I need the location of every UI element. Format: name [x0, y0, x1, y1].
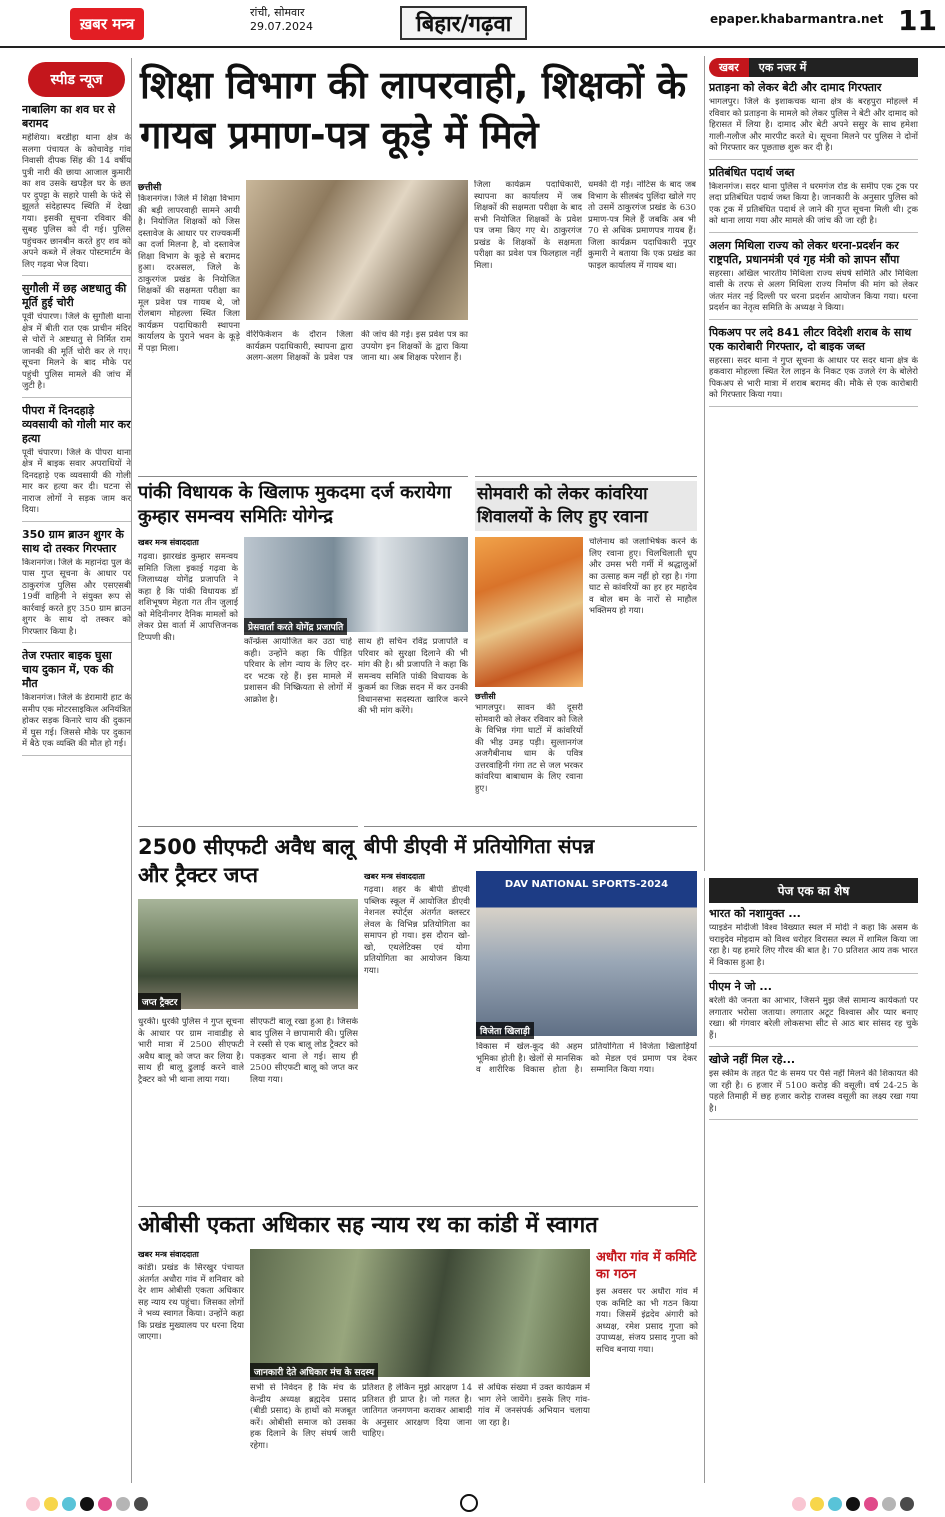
brief-headline: खोजे नहीं मिल रहे...: [709, 1053, 796, 1066]
mla-col-1: गढ़वा। झारखंड कुम्हार समन्वय समिति जिला इकाई गढ़वा के जिलाध्यक्ष योगेंद्र प्रजापति ने कहा है कि पांकी विधायक डॉ शशिभूषण मेहता गत तीन जुलाई को मेदिनीनगर दैनिक मामलों को लेकर प्रेस वार्ता में आपत्तिजनक टिप्पणी की।: [138, 552, 238, 643]
news-brief: [22, 649, 131, 756]
speed-news-list: [22, 103, 131, 756]
news-brief: [22, 404, 131, 522]
mla-photo-caption: प्रेसवार्ता करते योगेंद्र प्रजापति: [244, 618, 347, 635]
brief-body: सहरसा। सदर थाना ने गुप्त सूचना के आधार पर सदर थाना क्षेत्र के हकवारा मोहल्ला स्थित रेल लाइन के निकट एक उजले रंग के बोलेरो पिकअप से भारी मात्रा में शराब बरामद की। मौके से एक कारोबारी को गिरफ्तार किया गया।: [709, 355, 918, 400]
ek-nazar-title: एक नजर में: [749, 58, 918, 77]
page-ek-column: [704, 878, 922, 1483]
lead-photo: [246, 180, 468, 320]
kanwar-photo: [475, 537, 583, 687]
adhaura-box: [596, 1249, 698, 1487]
mla-col-3: साथ ही सचिन रविंद्र प्रजापति व परिवार को सुरक्षा दिलाने की भी मांग की है। श्री प्रजापति ने कहा कि समन्वय समिति पांकी विधायक के कुकर्म का जिक्र सदन में कर उनकी विधानसभा सदस्यता खारिज करने की भी मांग करेंगे।: [358, 637, 468, 716]
obc-byline: खबर मन्त्र संवाददाता: [138, 1250, 199, 1259]
color-dots-right: [790, 1496, 916, 1515]
brief-headline: सुगौली में छह अष्टधातु की मूर्ति हुई चोरी: [22, 282, 127, 309]
mla-byline: खबर मन्त्र संवाददाता: [138, 538, 199, 547]
registration-mark-icon: [460, 1494, 478, 1512]
kanwar-dateline: छत्तीसी: [475, 692, 496, 701]
color-swatch: [792, 1497, 806, 1511]
news-brief: [709, 239, 918, 320]
ek-nazar-list: [705, 81, 922, 407]
news-brief: [709, 326, 918, 407]
lead-col-4: धमकी दी गई। नोटिस के बाद जब विभाग के सीलबंद पुलिंदा खोले गए तो उसमें ठाकुरगंज प्रखंड के 630 प्रमाण-पत्र मिले हैं जबकि अब भी 70 से अधिक प्रमाणपत्र गायब हैं। जिला कार्यक्रम पदाधिकारी नूपुर कुमारी ने बताया कि एक प्रखंड का फाइल कार्यालय में गायब था।: [588, 180, 696, 271]
dav-story: [364, 826, 697, 1201]
brief-headline: पीपरा में दिनदहाड़े व्यवसायी को गोली मार कर हत्या: [22, 403, 131, 445]
adhaura-body: इस अवसर पर अधौरा गांव में एक कमिटि का भी गठन किया गया। जिसमें इंद्रदेव अंगारी को अध्यक्ष, रमेश प्रसाद गुप्ता को उपाध्यक्ष, संजय प्रसाद गुप्ता को सचिव बनाया गया।: [596, 1287, 698, 1355]
section-title: बिहार/गढ़वा: [400, 6, 527, 40]
kanwar-col-2: चोलेनाथ को जलाभिषेक करने के लिए रवाना हुए। चिलचिलाती धूप और उमस भरी गर्मी में श्रद्धालुओं का उत्साह कम नहीं हो रहा है। गंगा घाट से कांवरियों का हर हर महादेव व बोल बम के नारों से माहौल भक्तिमय हो गया।: [589, 537, 697, 616]
lead-headline: शिक्षा विभाग की लापरवाही, शिक्षकों के गायब प्रमाण-पत्र कूड़े में मिले: [140, 63, 687, 157]
kanwar-story: [475, 476, 697, 821]
sand-col-2: सीएफटी बालू रखा हुआ है। जिसके बाद पुलिस ने छापामारी की। पुलिस ने रस्सी से एक बालू लोड ट्रैक्टर को पकड़कर थाना ले गई। साथ ही 2500 सीएफटी बालू को जप्त कर लिया गया।: [250, 1017, 358, 1085]
news-brief: [22, 103, 131, 276]
ek-nazar-tag: खबर: [709, 58, 749, 77]
print-color-bar: [0, 1490, 945, 1517]
dav-col-1: गढ़वा। शहर के बीपी डीएवी पब्लिक स्कूल में आयोजित डीएवी नेशनल स्पोर्ट्स अंतर्गत क्लस्टर लेवल के विभिन्न प्रतियोगिता का समापन हो गया। इस दौरान खो-खो, एथलेटिक्स एवं योगा प्रतियोगिता का आयोजन किया गया।: [364, 885, 470, 976]
sand-story: [138, 826, 358, 1201]
lead-dateline: छत्तीसी: [138, 183, 162, 193]
color-swatch: [900, 1497, 914, 1511]
dateline-block: [250, 6, 313, 34]
color-swatch: [846, 1497, 860, 1511]
color-swatch: [864, 1497, 878, 1511]
ek-nazar-column: [704, 56, 922, 871]
sand-photo-caption: जप्त ट्रैक्टर: [138, 993, 181, 1010]
lead-story: [138, 180, 698, 470]
brief-body: पूर्वी चंपारण। जिले के सुगौली थाना क्षेत्र में बीती रात एक प्राचीन मंदिर से चोरों ने अष्टधातु से निर्मित राम जानकी की मूर्ति चोरी कर ले गए। सूचना मिलने के बाद मौके पर पहुंची पुलिस मामले की जांच में जुटी है।: [22, 312, 131, 391]
obc-col-3: प्रतिशत है लेकिन मुझे आरक्षण 14 प्रतिशत ही प्राप्त है। जो गलत है। जातिगत जनगणना कराकर आबादी के अनुसार आरक्षण दिया जाना चाहिए।: [362, 1383, 472, 1439]
dav-banner: DAV NATIONAL SPORTS-2024: [504, 879, 669, 890]
kanwar-col-1: भागलपुर। सावन की दूसरी सोमवारी को लेकर रविवार को जिले के विभिन्न गंगा घाटों में कांवरियों की भीड़ उमड़ पड़ी। सुल्तानगंज अजगैबीनाथ धाम के पवित्र उत्तरवाहिनी गंगा तट से जल भरकर कांवरिया बाबाधाम के लिए रवाना हुए।: [475, 703, 583, 794]
color-swatch: [26, 1497, 40, 1511]
brief-body: किशनगंज। जिले के महानंदा पुल के पास गुप्त सूचना के आधार पर ठाकुरगंज पुलिस और एसएसबी 19वीं वाहिनी ने संयुक्त रूप से कार्रवाई करते हुए 350 ग्राम ब्राउन शुगर के साथ दो तस्कर को गिरफ्तार किया है।: [22, 557, 131, 637]
lead-col-3: जिला कार्यक्रम पदाधिकारी, स्थापना का कार्यालय में जब शिक्षकों की सक्षमता परीक्षा के बाद सभी नियोजित शिक्षकों के प्रवेश पत्र जमा किए गए थे। ठाकुरगंज प्रखंड के शिक्षकों के सक्षमता परीक्षा का प्रवेश पत्र फिलहाल नहीं मिला।: [474, 180, 582, 271]
lead-col-2: वेरिफिकेशन के दौरान जिला कार्यक्रम पदाधिकारी, स्थापना द्वारा अलग-अलग शिक्षकों के प्रवेश पत्र की जांच की गई। इस प्रवेश पत्र का उपयोग इन शिक्षकों के द्वारा किया जाना था। अब शिक्षक परेशान हैं।: [246, 330, 468, 363]
news-brief: [709, 1053, 918, 1120]
obc-photo: [250, 1249, 590, 1377]
dav-photo-caption: विजेता खिलाड़ी: [476, 1022, 534, 1039]
masthead: [0, 0, 945, 48]
obc-photo-caption: जानकारी देते अधिकार मंच के सदस्य: [250, 1363, 378, 1380]
brief-headline: अलग मिथिला राज्य को लेकर धरना-प्रदर्शन कर राष्ट्रपति, प्रधानमंत्री एवं गृह मंत्री को ज्ञापन सौंपा: [709, 238, 900, 266]
brief-body: किशनगंज। जिले के डेरामारी हाट के समीप एक मोटरसाइकिल अनियंत्रित होकर सड़क किनारे चाय की दुकान में घुस गई। जिससे मौके पर दुकान में बैठे एक व्यक्ति की मौत हो गई।: [22, 693, 131, 749]
kanwar-headline: सोमवारी को लेकर कांवरिया शिवालयों के लिए हुए रवाना: [475, 481, 697, 531]
page-number: 11: [898, 4, 937, 37]
dav-headline: बीपी डीएवी में प्रतियोगिता संपन्न: [364, 834, 595, 858]
brief-body: किशनगंज। सदर थाना पुलिस ने धरमगंज रोड के समीप एक ट्रक पर लदा प्रतिबंधित पदार्थ जब्त किया है। जानकारी के अनुसार पुलिस को एक ट्रक में प्रतिबंधित पदार्थ ले जाने की गुप्त सूचना मिली थी। ट्रक को थाना लाया गया और मामले की जांच की जा रही है।: [709, 181, 918, 226]
color-swatch: [98, 1497, 112, 1511]
dav-byline: खबर मन्त्र संवाददाता: [364, 872, 425, 881]
color-swatch: [62, 1497, 76, 1511]
color-swatch: [828, 1497, 842, 1511]
obc-story: [138, 1206, 698, 1486]
speed-news-label: स्पीड न्यूज: [28, 62, 125, 97]
obc-col-4: से अधिक संख्या में उक्त कार्यक्रम में भाग लेने जायेंगे। इसके लिए गांव-गांव में जनसंपर्क अभियान चलाया जा रहा है।: [478, 1383, 590, 1428]
brief-body: बरेली की जनता का आभार, जिसने मुझ जैसे सामान्य कार्यकर्ता पर लगातार भरोसा जताया। लगातार अटूट विश्वास और प्यार बनाए रखा। श्री गंगवार बरेली लोकसभा सीट से आठ बार सांसद रह चुके हैं।: [709, 996, 918, 1041]
ek-nazar-header: [709, 58, 918, 77]
epaper-link[interactable]: epaper.khabarmantra.net: [710, 12, 884, 26]
obc-col-2: सभी से निवेदन है कि मंच के केन्द्रीय अध्यक्ष ब्रह्मदेव प्रसाद (बीडी प्रसाद) के हाथों को मजबूत करें। ओबीसी समाज को उसका हक दिलाने के लिए संघर्ष जारी रहेगा।: [250, 1383, 356, 1451]
brief-headline: 350 ग्राम ब्राउन शुगर के साथ दो तस्कर गिरफ्तार: [22, 527, 124, 555]
dav-col-2: विकास में खेल-कूद की अहम भूमिका होती है। खेलों से मानसिक व शारीरिक विकास होता है। प्रतियोगिता में विजेता खिलाड़ियों को मेडल एवं प्रमाण पत्र देकर सम्मानित किया गया।: [476, 1042, 697, 1075]
news-brief: [709, 980, 918, 1047]
mla-headline: पांकी विधायक के खिलाफ मुकदमा दर्ज करायेगा कुम्हार समन्वय समितिः योगेन्द्र: [138, 482, 452, 527]
dav-photo: [476, 871, 697, 1036]
brief-headline: पीएम ने जो ...: [709, 980, 772, 993]
mla-col-2: कॉन्फ्रेंस आयोजित कर उठा चाहे कही। उन्होंने कहा कि पीड़ित परिवार के लोग न्याय के लिए दर-दर भटक रहे हैं। इस मामले में प्रशासन की निष्क्रियता से लोगों में आक्रोश है।: [244, 637, 352, 705]
lead-col-1: किशनगंज। जिले में शिक्षा विभाग की बड़ी लापरवाही सामने आयी है। नियोजित शिक्षकों को जिस दस्तावेज के आधार पर राज्यकर्मी का दर्जा मिलना है, वो दस्तावेज शिक्षा विभाग के कूड़े से बरामद हुआ। दरअसल, जिले के ठाकुरगंज प्रखंड के नियोजित शिक्षकों की सक्षमता परीक्षा का मूल प्रवेश पत्र गायब थे, जो रोलबाग मोहल्ला स्थित जिला कार्यक्रम पदाधिकारी स्थापना कार्यालय के पुराने भवन के कूड़े में पड़ा मिला।: [138, 194, 240, 354]
page-ek-list: [705, 907, 922, 1120]
city-day: रांची, सोमवार: [250, 6, 305, 19]
news-brief: [22, 282, 131, 398]
brief-headline: प्रतिबंधित पदार्थ जब्त: [709, 165, 795, 179]
color-dots-left: [24, 1496, 150, 1515]
color-swatch: [810, 1497, 824, 1511]
brief-body: इस स्कीम के तहत पैट के समय पर पैसे नहीं मिलने की शिकायत की जा रही है। 6 हजार में 5100 करोड़ की वसूली। वर्ष 24-25 के पहले तिमाही में छह हजार करोड़ राजस्व वसूली का लक्ष्य रखा गया है।: [709, 1069, 918, 1114]
color-swatch: [44, 1497, 58, 1511]
brief-headline: तेज रफ्तार बाइक घुसा चाय दुकान में, एक की मौत: [22, 649, 114, 690]
obc-col-1: कांडी। प्रखंड के सिरखुर पंचायत अंतर्गत अधौरा गांव में शनिवार को देर शाम ओबीसी एकता अधिकार सह न्याय रथ पहुंचा। जिसका लोगों ने भव्य स्वागत किया। उन्होंने कहा कि प्रखंड मुख्यालय पर धरना दिया जाएगा।: [138, 1263, 244, 1342]
news-brief: [709, 907, 918, 974]
brief-body: भागलपुर। जिले के इशाकचक थाना क्षेत्र के बरहपुरा मोहल्ले में रविवार को प्रताड़ना के मामले को लेकर पुलिस ने बेटी और दामाद को हिरासत में लिया है। दामाद और बेटी अपने ससुर के साथ हमेशा गाली-गलौज और मारपीट करते थे। सूचना मिलने पर पुलिस ने दोनों को गिरफ्तार कर पूछताछ शुरू कर दी है।: [709, 97, 918, 153]
sand-col-1: धुरकी। धुरकी पुलिस ने गुप्त सूचना के आधार पर ग्राम नावाडीह से भारी मात्रा में 2500 सीएफटी अवैध बालू को जप्त कर लिया है। साथ ही बालू ढुलाई करने वाले ट्रैक्टर को भी थाना लाया गया।: [138, 1017, 244, 1085]
color-swatch: [80, 1497, 94, 1511]
brief-headline: नाबालिग का शव घर से बरामद: [22, 103, 116, 130]
adhaura-headline: अधौरा गांव में कमिटि का गठन: [596, 1250, 697, 1282]
speed-news-column: [22, 58, 132, 1483]
obc-headline: ओबीसी एकता अधिकार सह न्याय रथ का कांडी में स्वागत: [138, 1213, 598, 1238]
brief-headline: भारत को नशामुक्त ...: [709, 907, 801, 920]
brief-body: सहरसा। अखिल भारतीय मिथिला राज्य संघर्ष समिति और मिथिला वासी के तरफ से अलग मिथिला राज्य निर्माण की मांग को लेकर जंतर मंतर नई दिल्ली पर धरना प्रदर्शन आयोजन किया गया। धरना प्रदर्शन का नेतृत्व समिति के अध्यक्ष ने किया।: [709, 268, 918, 313]
brief-body: पूर्वी चंपारण। जिले के पीपरा थाना क्षेत्र में बाइक सवार अपराधियों ने दिनदहाड़े एक व्यवसायी की गोली मार कर हत्या कर दी। घटना से नाराज लोगों ने सड़क जाम कर दिया।: [22, 447, 131, 515]
brief-headline: पिकअप पर लदे 841 लीटर विदेशी शराब के साथ एक कारोबारी गिरफ्तार, दो बाइक जब्त: [709, 325, 912, 353]
issue-date: 29.07.2024: [250, 20, 313, 33]
brief-body: प्याइडेन मोदीजी विश्व विख्यात स्थल में मोदी ने कहा कि असम के चराइदेव मोइदाम को विश्व धरोहर विरासत स्थल में शामिल किया जा रहा है। यह हमारे लिए गौरव की बात है। 70 प्रतिशत आय तक भारत में विकास हुआ है।: [709, 923, 918, 968]
brief-body: महेशिया। बरडीहा थाना क्षेत्र के सलगा पंचायत के कोचावेड़ गांव निवासी दीपक सिंह की 14 वर्षीय पुत्री नारी की छाया आजाल कुमारी का शव उसके खपड़ैल घर के छत पर दुपट्टा के सहारे पासी के फंदे से झूलते संदेहास्पद स्थिति में देखा गया। इसकी सूचना रविवार की सुबह पुलिस को दी गई। पुलिस पहुंचकर छानबीन करते हुए शव को अपने कब्जे में लेकर पोस्टमार्टम के लिए गढ़वा भेज दिया।: [22, 133, 131, 270]
mla-story: [138, 476, 468, 821]
page-ek-label: पेज एक का शेष: [709, 878, 918, 903]
news-brief: [709, 166, 918, 233]
brief-headline: प्रताड़ना को लेकर बेटी और दामाद गिरफ्तार: [709, 81, 882, 94]
news-brief: [709, 81, 918, 160]
color-swatch: [134, 1497, 148, 1511]
brand-logo: ख़बर मन्त्र: [70, 8, 144, 40]
color-swatch: [882, 1497, 896, 1511]
news-brief: [22, 528, 131, 644]
sand-headline: 2500 सीएफटी अवैध बालू और ट्रैक्टर जप्त: [138, 835, 355, 887]
color-swatch: [116, 1497, 130, 1511]
